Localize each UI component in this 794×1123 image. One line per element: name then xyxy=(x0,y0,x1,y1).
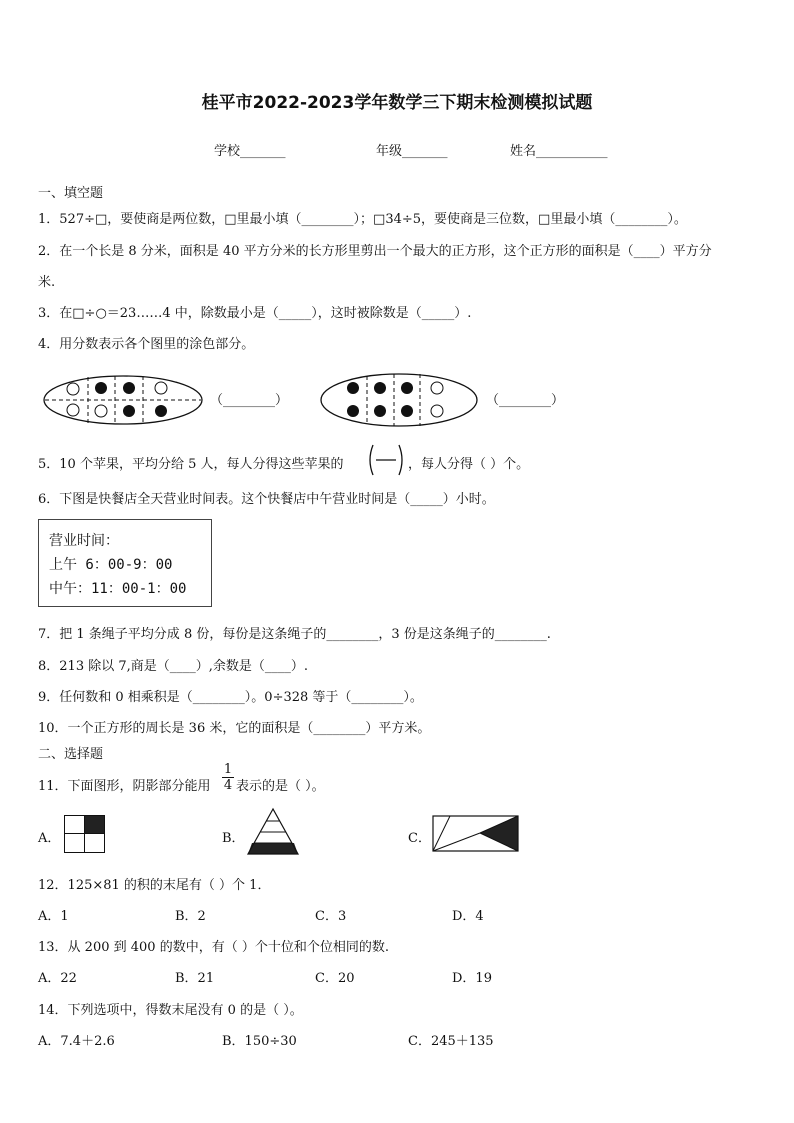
school-field xyxy=(214,140,286,159)
option-11-b[interactable]: B． xyxy=(222,831,245,846)
section-multiple-choice: 二、选择题 xyxy=(38,747,104,762)
question-4: 4．用分数表示各个图里的涂色部分。 xyxy=(38,337,255,352)
section-fill-in-blank: 一、填空题 xyxy=(38,186,104,201)
question-1: 1．527÷□，要使商是两位数，□里最小填（________）；□34÷5，要使商是三位数，□里最小填（________）。 xyxy=(38,212,687,227)
question-6: 6．下图是快餐店全天营业时间表。这个快餐店中午营业时间是（_____）小时。 xyxy=(38,492,495,507)
school-blank: _______ xyxy=(240,144,286,159)
question-4-blank-1: （________） xyxy=(210,393,289,408)
question-5-part-a: 5．10 个苹果，平均分给 5 人，每人分得这些苹果的 xyxy=(38,457,344,472)
triangle-figure xyxy=(246,808,300,856)
oval-figure-1 xyxy=(43,375,203,425)
oval-figure-2 xyxy=(320,373,478,427)
hours-morning: 上午 6：00-9：00 xyxy=(49,557,173,573)
fraction-numerator: 1 xyxy=(223,762,233,777)
option-14-a[interactable]: A．7.4＋2.6 xyxy=(38,1034,115,1049)
question-14: 14．下列选项中，得数末尾没有 0 的是（ ）。 xyxy=(38,1003,303,1018)
option-13-c[interactable]: C．20 xyxy=(315,971,355,986)
name-field xyxy=(510,140,608,159)
hours-heading: 营业时间： xyxy=(49,533,119,549)
fraction-one-quarter xyxy=(222,762,234,793)
question-9: 9．任何数和 0 相乘积是（________）。0÷328 等于（________）。 xyxy=(38,690,423,705)
question-7: 7．把 1 条绳子平均分成 8 份，每份是这条绳子的________，3 份是这条绳子的________. xyxy=(38,627,551,642)
question-12: 12．125×81 的积的末尾有（ ）个 1． xyxy=(38,878,271,893)
question-13: 13．从 200 到 400 的数中，有（ ）个十位和个位相同的数. xyxy=(38,940,389,955)
question-10: 10．一个正方形的周长是 36 米，它的面积是（________）平方米。 xyxy=(38,721,431,736)
hours-noon: 中午：11：00-1：00 xyxy=(49,581,187,597)
rectangle-figure xyxy=(432,815,520,853)
option-14-b[interactable]: B．150÷30 xyxy=(222,1034,297,1049)
business-hours-box xyxy=(38,519,212,607)
grade-field xyxy=(376,140,448,159)
name-blank: ___________ xyxy=(536,144,608,159)
question-8: 8．213 除以 7,商是（____）,余数是（____）. xyxy=(38,659,309,674)
option-13-a[interactable]: A．22 xyxy=(38,971,77,986)
empty-fraction xyxy=(366,442,406,478)
question-4-blank-2: （________） xyxy=(486,393,565,408)
option-11-a[interactable]: A． xyxy=(38,831,61,846)
grade-label: 年级 xyxy=(376,144,403,159)
page-title: 桂平市2022-2023学年数学三下期末检测模拟试题 xyxy=(201,93,593,113)
option-11-c[interactable]: C． xyxy=(408,831,431,846)
option-13-b[interactable]: B．21 xyxy=(175,971,215,986)
question-11-part-a: 11．下面图形，阴影部分能用 xyxy=(38,779,211,794)
question-3: 3．在□÷○＝23……4 中，除数最小是（_____），这时被除数是（_____）. xyxy=(38,306,472,321)
option-12-c[interactable]: C．3 xyxy=(315,909,347,924)
name-label: 姓名 xyxy=(510,144,537,159)
option-13-d[interactable]: D．19 xyxy=(452,971,492,986)
question-2-line2: 米. xyxy=(38,275,56,290)
question-2-line1: 2．在一个长是 8 分米，面积是 40 平方分米的长方形里剪出一个最大的正方形，这个正方形的面积是（____）平方分 xyxy=(38,244,712,259)
school-label: 学校 xyxy=(214,144,241,159)
fraction-denominator: 4 xyxy=(223,778,233,793)
option-12-d[interactable]: D．4 xyxy=(452,909,484,924)
question-5-part-b: ，每人分得（ ）个。 xyxy=(408,457,530,472)
question-11-part-b: 表示的是（ ）。 xyxy=(236,779,325,794)
option-14-c[interactable]: C．245＋135 xyxy=(408,1034,494,1049)
option-12-b[interactable]: B．2 xyxy=(175,909,206,924)
option-12-a[interactable]: A．1 xyxy=(38,909,69,924)
grade-blank: _______ xyxy=(402,144,448,159)
grid-square-figure xyxy=(64,815,106,853)
